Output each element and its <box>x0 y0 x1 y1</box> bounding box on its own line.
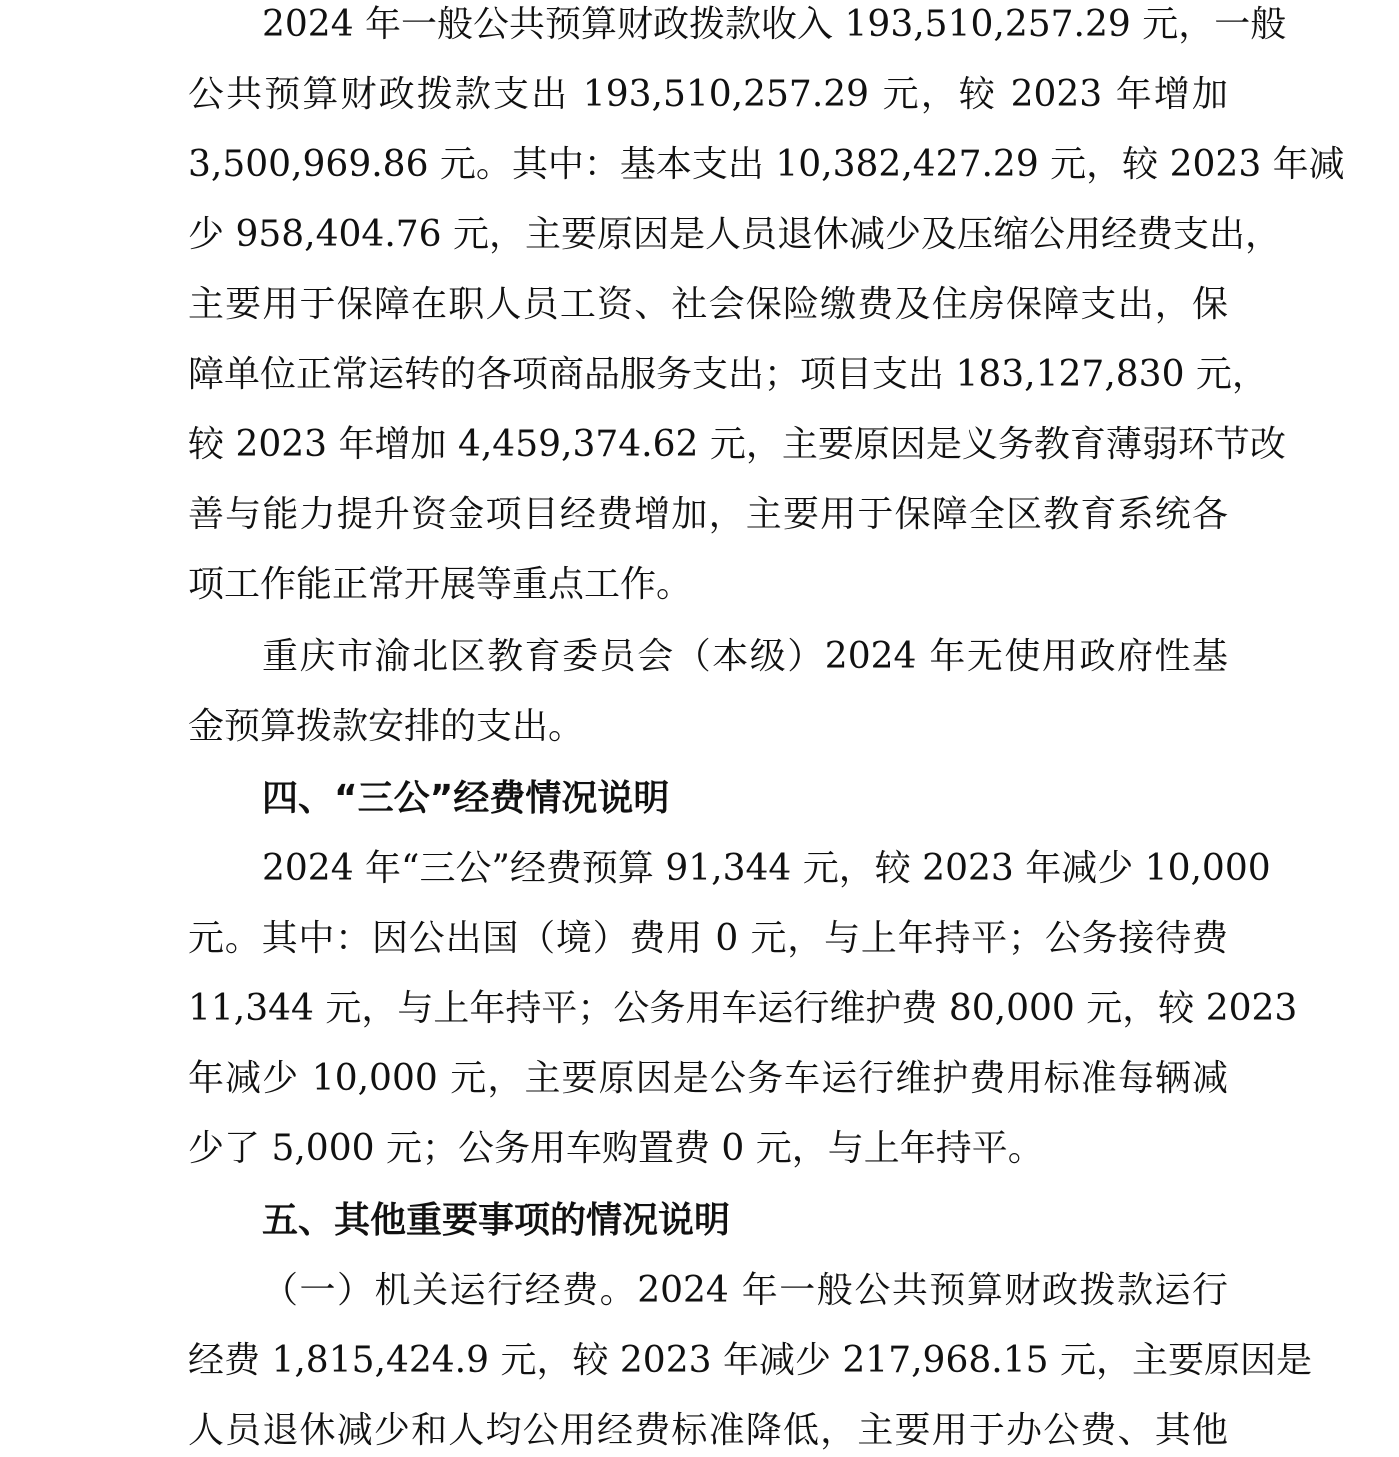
paragraph-line: 元。其中：因公出国（境）费用 0 元，与上年持平；公务接待费 <box>188 918 1228 959</box>
paragraph-line: 经费 1,815,424.9 元，较 2023 年减少 217,968.15 元，主要原因是 <box>188 1340 1312 1381</box>
paragraph-line: 年减少 10,000 元，主要原因是公务车运行维护费用标准每辆减 <box>188 1058 1228 1099</box>
paragraph-line: 少 958,404.76 元，主要原因是人员退休减少及压缩公用经费支出， <box>188 214 1282 255</box>
paragraph-line: 3,500,969.86 元。其中：基本支出 10,382,427.29 元，较 2023 年减 <box>188 144 1345 185</box>
paragraph-line: 主要用于保障在职人员工资、社会保险缴费及住房保障支出，保 <box>188 284 1228 325</box>
paragraph-line: 善与能力提升资金项目经费增加，主要用于保障全区教育系统各 <box>188 494 1228 535</box>
paragraph-line: 少了 5,000 元；公务用车购置费 0 元，与上年持平。 <box>188 1128 1044 1169</box>
paragraph-line: 2024 年一般公共预算财政拨款收入 193,510,257.29 元，一般 <box>262 4 1287 45</box>
section-heading: 四、“三公”经费情况说明 <box>262 778 670 819</box>
paragraph-line: 项工作能正常开展等重点工作。 <box>188 564 693 605</box>
paragraph-line: （一）机关运行经费。2024 年一般公共预算财政拨款运行 <box>262 1270 1228 1311</box>
paragraph-line: 公共预算财政拨款支出 193,510,257.29 元，较 2023 年增加 <box>188 74 1228 115</box>
paragraph-line: 较 2023 年增加 4,459,374.62 元，主要原因是义务教育薄弱环节改 <box>188 424 1286 465</box>
paragraph-line: 金预算拨款安排的支出。 <box>188 706 585 747</box>
paragraph-line: 2024 年“三公”经费预算 91,344 元，较 2023 年减少 10,000 <box>262 848 1271 889</box>
section-heading: 五、其他重要事项的情况说明 <box>262 1200 731 1241</box>
paragraph-line: 障单位正常运转的各项商品服务支出；项目支出 183,127,830 元， <box>188 354 1268 395</box>
paragraph-line: 重庆市渝北区教育委员会（本级）2024 年无使用政府性基 <box>262 636 1228 677</box>
paragraph-line: 11,344 元，与上年持平；公务用车运行维护费 80,000 元，较 2023 <box>188 988 1298 1029</box>
paragraph-line: 人员退休减少和人均公用经费标准降低，主要用于办公费、其他 <box>188 1410 1228 1451</box>
